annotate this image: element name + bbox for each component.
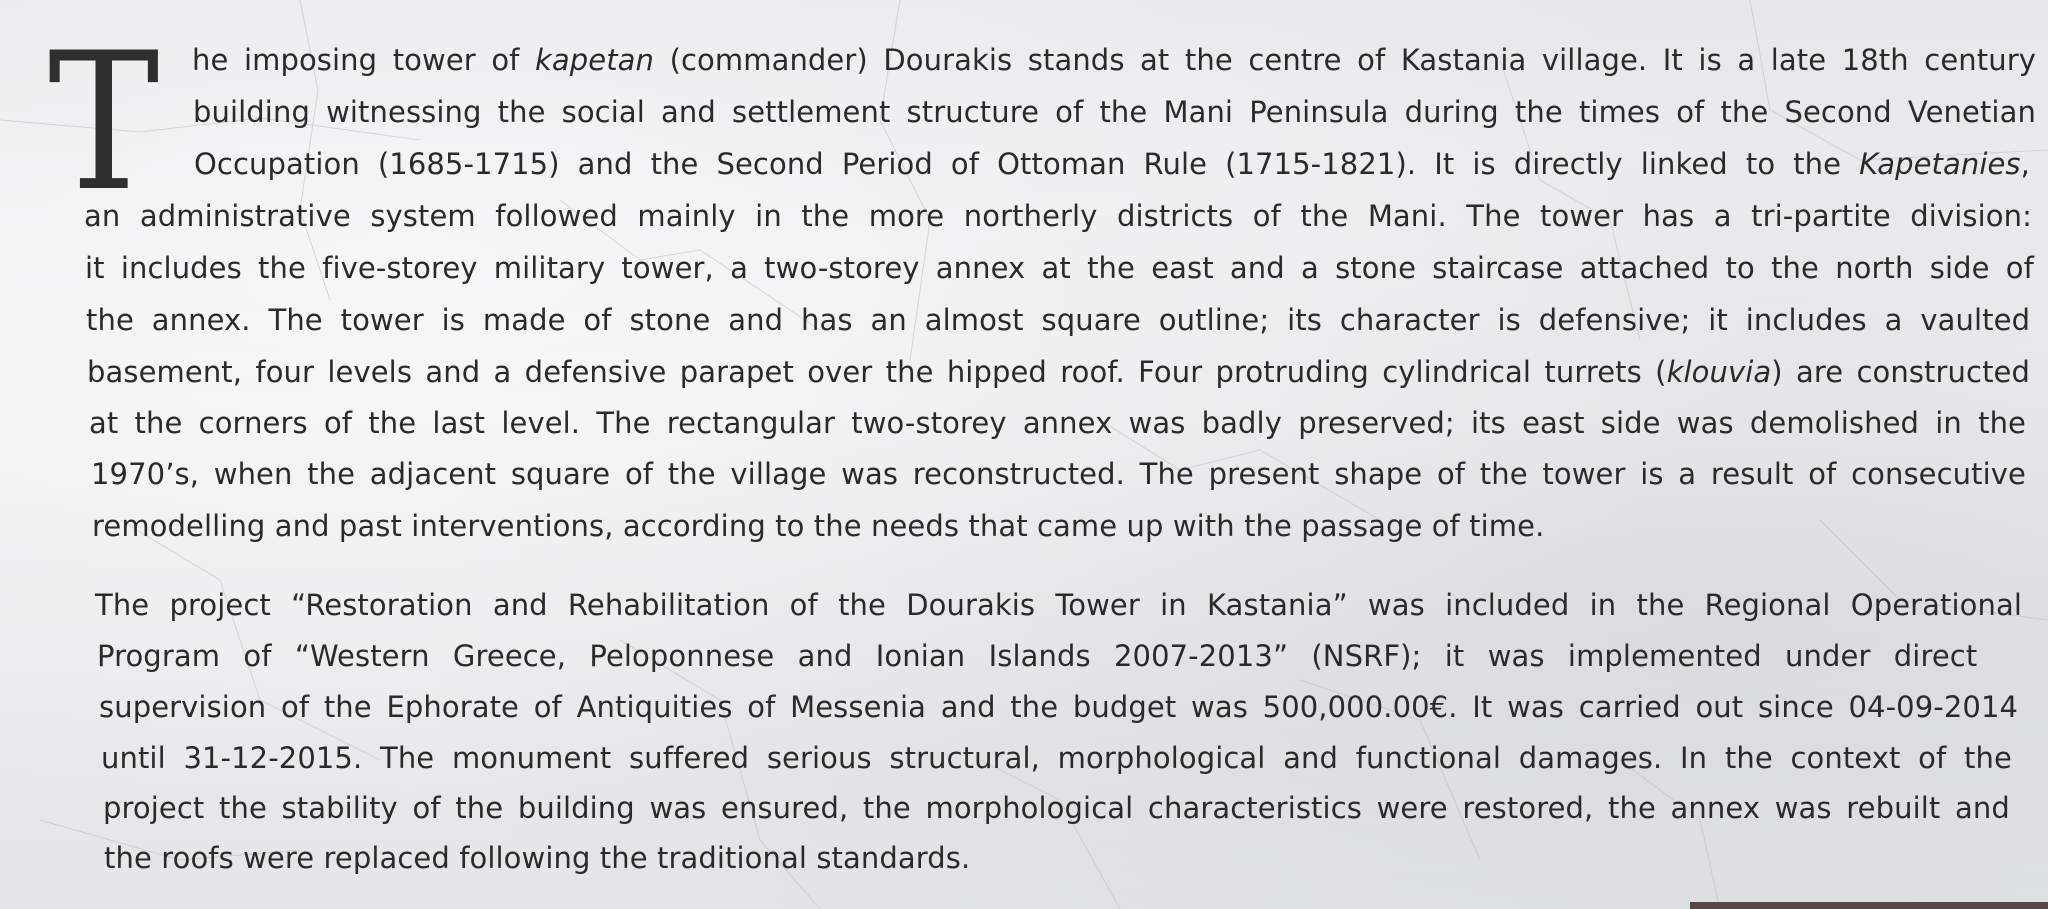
text-span: he imposing tower of: [192, 43, 535, 77]
paragraph2-line4: until 31-12-2015. The monument suffered serious structural, morphological and functional damages. In the context of the: [101, 741, 2012, 775]
paragraph2-line3: supervision of the Ephorate of Antiquities of Messenia and the budget was 500,000.00€. It was carried out since 04-09-2014: [99, 690, 2019, 724]
text-span: ) are constructed: [1771, 355, 2030, 389]
paragraph1-line6: the annex. The tower is made of stone and has an almost square outline; its character is defensive; it includes a vaulted: [86, 303, 2031, 337]
paragraph1-line1: [192, 42, 2036, 78]
text-span: Occupation (1685-1715) and the Second Period of Ottoman Rule (1715-1821). It is directly linked to the: [194, 147, 1860, 181]
paragraph1-line2: building witnessing the social and settlement structure of the Mani Peninsula during the times of the Second Venetian: [193, 95, 2036, 129]
paragraph1-line3: [194, 146, 2030, 182]
text-span: (commander) Dourakis stands at the centre of Kastania village. It is a late 18th century: [654, 43, 2036, 77]
paragraph1-line5: it includes the five-storey military tower, a two-storey annex at the east and a stone staircase attached to the north side of: [85, 251, 2034, 285]
panel-bottom-edge: [1690, 902, 2048, 909]
paragraph2-line6: the roofs were replaced following the traditional standards.: [104, 841, 971, 875]
paragraph1-line7: [87, 354, 2030, 390]
italic-term-kapetan: kapetan: [535, 43, 655, 77]
italic-term-klouvia: klouvia: [1666, 355, 1772, 389]
paragraph2-line5: project the stability of the building was ensured, the morphological characteristics were restored, the annex was rebuilt and: [103, 791, 2010, 825]
paragraph1-line4: an administrative system followed mainly in the more northerly districts of the Mani. The tower has a tri-partite division:: [84, 199, 2032, 233]
drop-cap: T: [48, 12, 160, 233]
paragraph1-line8: at the corners of the last level. The rectangular two-storey annex was badly preserved; its east side was demolished in the: [89, 406, 2026, 440]
paragraph1-line9: 1970’s, when the adjacent square of the village was reconstructed. The present shape of the tower is a result of consecutive: [91, 457, 2026, 491]
text-span: ,: [2020, 147, 2030, 181]
italic-term-kapetanies: Kapetanies: [1859, 147, 2021, 181]
paragraph2-line1: The project “Restoration and Rehabilitation of the Dourakis Tower in Kastania” was included in the Regional Operational: [95, 588, 2023, 622]
paragraph1-line10: remodelling and past interventions, according to the needs that came up with the passage of time.: [92, 509, 1545, 543]
text-span: basement, four levels and a defensive parapet over the hipped roof. Four protruding cylindrical turrets (: [87, 355, 1667, 389]
paragraph2-line2: Program of “Western Greece, Peloponnese and Ionian Islands 2007-2013” (NSRF); it was implemented under direct: [97, 639, 1978, 673]
